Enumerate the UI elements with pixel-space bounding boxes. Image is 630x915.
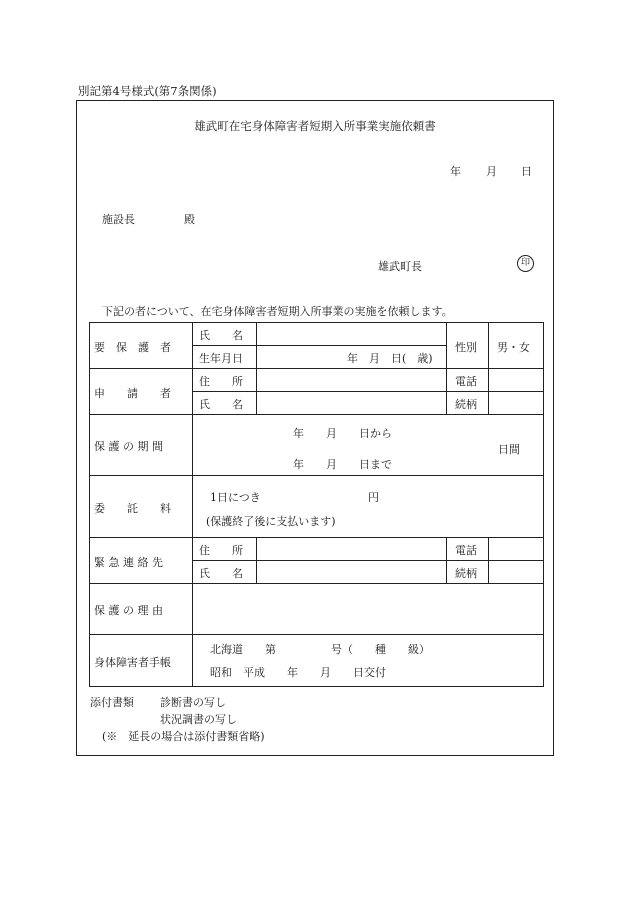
fee-per-day: 1日につき	[210, 491, 261, 504]
emergency-relation-field[interactable]	[492, 564, 540, 581]
period-from[interactable]: 年 月 日から	[293, 427, 392, 440]
sex-value[interactable]: 男・女	[497, 341, 530, 354]
attachments-label: 添付書類	[90, 696, 134, 709]
protected-name-field[interactable]	[262, 326, 442, 343]
reason-label: 保 護 の 理 由	[94, 604, 163, 617]
protected-person-label: 要 保 護 者	[94, 341, 171, 354]
handbook-number[interactable]: 北海道 第 号（ 種 級）	[210, 643, 430, 656]
applicant-phone-label: 電話	[455, 375, 477, 388]
emergency-address-field[interactable]	[262, 541, 442, 558]
emergency-phone-field[interactable]	[492, 541, 540, 558]
applicant-phone-field[interactable]	[492, 372, 540, 389]
applicant-name-label: 氏 名	[199, 398, 243, 411]
birthdate-label: 生年月日	[199, 352, 243, 365]
attachment-item-1: 診断書の写し	[160, 696, 226, 709]
date-day[interactable]: 日	[521, 165, 532, 178]
form-number-label: 別記第4号様式(第7条関係)	[78, 84, 217, 98]
protected-name-label: 氏 名	[199, 329, 243, 342]
emergency-relation-label: 続柄	[455, 567, 477, 580]
emergency-address-label: 住 所	[199, 544, 243, 557]
reason-field[interactable]	[198, 588, 538, 630]
fee-yen[interactable]: 円	[368, 491, 379, 504]
emergency-contact-label: 緊 急 連 絡 先	[94, 556, 163, 569]
emergency-name-field[interactable]	[262, 564, 442, 581]
handbook-label: 身体障害者手帳	[94, 656, 171, 669]
document-title: 雄武町在宅身体障害者短期入所事業実施依頼書	[194, 119, 436, 133]
emergency-phone-label: 電話	[455, 544, 477, 557]
handbook-issue-date[interactable]: 昭和 平成 年 月 日交付	[210, 666, 386, 679]
birthdate-field[interactable]: 年 月 日( 歳)	[347, 352, 433, 365]
seal-mark: 印	[517, 255, 534, 272]
fee-note: (保護終了後に支払います)	[206, 515, 336, 528]
period-label: 保 護 の 期 間	[94, 440, 163, 453]
attachment-item-2: 状況調書の写し	[160, 713, 237, 726]
issuer-name: 雄武町長	[378, 260, 422, 273]
date-year[interactable]: 年	[450, 165, 461, 178]
addressee-honorific: 殿	[184, 213, 195, 226]
period-to[interactable]: 年 月 日まで	[293, 458, 392, 471]
applicant-address-field[interactable]	[262, 372, 442, 389]
applicant-relation-field[interactable]	[492, 395, 540, 412]
sex-label: 性別	[455, 341, 477, 354]
addressee-label: 施設長	[102, 213, 135, 226]
applicant-label: 申 請 者	[94, 387, 171, 400]
applicant-name-field[interactable]	[262, 395, 442, 412]
applicant-address-label: 住 所	[199, 375, 243, 388]
fee-label: 委 託 料	[94, 502, 171, 515]
intro-text: 下記の者について、在宅身体障害者短期入所事業の実施を依頼します。	[102, 305, 453, 318]
emergency-name-label: 氏 名	[199, 567, 243, 580]
period-days[interactable]: 日間	[498, 443, 520, 456]
applicant-relation-label: 続柄	[455, 398, 477, 411]
attachments-note: (※ 延長の場合は添付書類省略)	[102, 730, 265, 743]
date-month[interactable]: 月	[486, 165, 497, 178]
